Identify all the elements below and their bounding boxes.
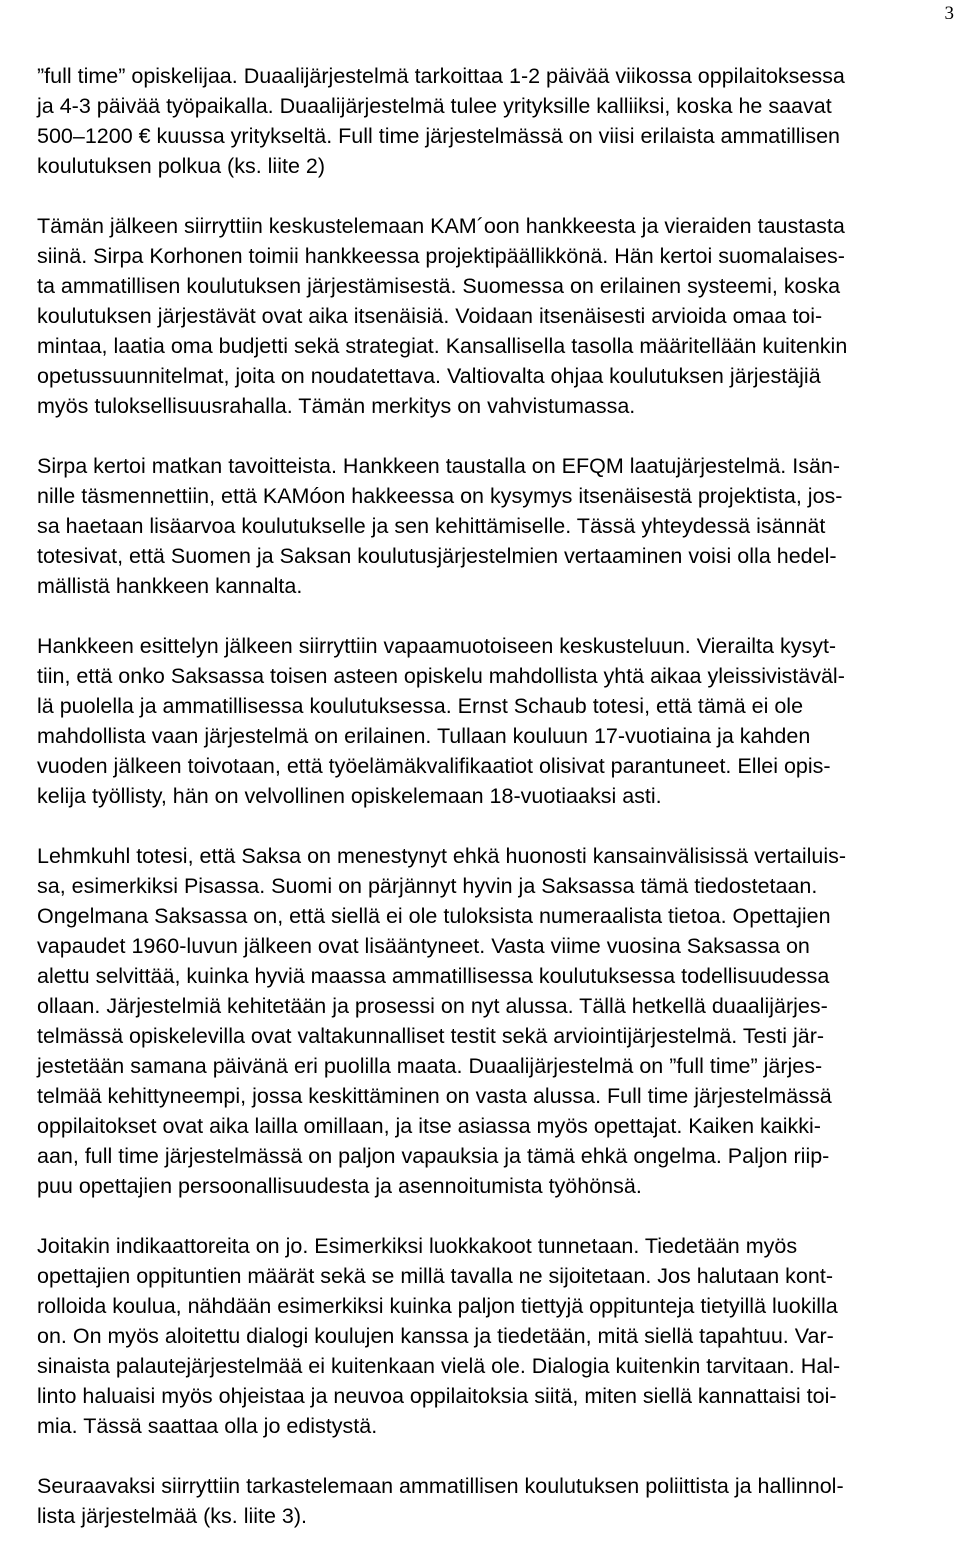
text-line: totesivat, että Suomen ja Saksan koulutusjärjestelmien vertaaminen voisi olla hedel- — [37, 544, 837, 568]
text-line: tiin, että onko Saksassa toisen asteen opiskelu mahdollista yhtä aikaa yleissivistäväl- — [37, 664, 845, 688]
text-line: ja 4-3 päivää työpaikalla. Duaalijärjestelmä tulee yrityksille kalliiksi, koska he saavat — [37, 94, 832, 118]
text-line: linto haluaisi myös ohjeistaa ja neuvoa oppilaitoksia siitä, miten siellä kannattaisi toi- — [37, 1384, 837, 1408]
text-line: ollaan. Järjestelmiä kehitetään ja prosessi on nyt alussa. Tällä hetkellä duaalijärjes- — [37, 994, 828, 1018]
text-line: myös tuloksellisuusrahalla. Tämän merkitys on vahvistumassa. — [37, 394, 636, 418]
text-line: vapaudet 1960-luvun jälkeen ovat lisääntyneet. Vasta viime vuosina Saksassa on — [37, 934, 810, 958]
text-line: telmässä opiskelevilla ovat valtakunnalliset testit sekä arviointijärjestelmä. Testi jär- — [37, 1024, 825, 1048]
text-line: aan, full time järjestelmässä on paljon vapauksia ja tämä ehkä ongelma. Paljon riip- — [37, 1144, 830, 1168]
paragraph-free-discussion — [37, 631, 957, 811]
text-line: koulutuksen polkua (ks. liite 2) — [37, 154, 326, 178]
text-line: sinaista palautejärjestelmää ei kuitenkaan vielä ole. Dialogia kuitenkin tarvitaan. Hal- — [37, 1354, 841, 1378]
text-line: Hankkeen esittelyn jälkeen siirryttiin vapaamuotoiseen keskusteluun. Vierailta kysyt- — [37, 634, 837, 658]
text-line: sa haetaan lisäarvoa koulutukselle ja sen kehittämiselle. Tässä yhteydessä isännät — [37, 514, 826, 538]
text-line: ”full time” opiskelijaa. Duaalijärjestelmä tarkoittaa 1-2 päivää viikossa oppilaitoksessa — [37, 64, 845, 88]
text-line: mällistä hankkeen kannalta. — [37, 574, 303, 598]
text-line: siinä. Sirpa Korhonen toimii hankkeessa projektipäällikkönä. Hän kertoi suomalaises- — [37, 244, 845, 268]
paragraph-next-topic — [37, 1471, 957, 1531]
text-line: Sirpa kertoi matkan tavoitteista. Hankkeen taustalla on EFQM laatujärjestelmä. Isän- — [37, 454, 841, 478]
text-line: lista järjestelmää (ks. liite 3). — [37, 1504, 308, 1528]
text-line: koulutuksen järjestävät ovat aika itsenäisiä. Voidaan itsenäisesti arvioida omaa toi- — [37, 304, 823, 328]
text-line: 500–1200 € kuussa yritykseltä. Full time järjestelmässä on viisi erilaista ammatillisen — [37, 124, 840, 148]
document-body — [37, 61, 957, 1561]
text-line: lä puolella ja ammatillisessa koulutuksessa. Ernst Schaub totesi, että tämä ei ole — [37, 694, 804, 718]
text-line: rolloida koulua, nähdään esimerkiksi kuinka paljon tiettyjä oppitunteja tietyillä luokilla — [37, 1294, 838, 1318]
text-line: mintaa, laatia oma budjetti sekä strategiat. Kansallisella tasolla määritellään kuitenkin — [37, 334, 848, 358]
text-line: Ongelmana Saksassa on, että siellä ei ole tuloksista numeraalista tietoa. Opettajien — [37, 904, 831, 928]
paragraph-kam-project — [37, 211, 957, 421]
text-line: puu opettajien persoonallisuudesta ja asennoitumista työhönsä. — [37, 1174, 642, 1198]
text-line: Seuraavaksi siirryttiin tarkastelemaan ammatillisen koulutuksen poliittista ja hallinnol- — [37, 1474, 844, 1498]
text-line: mahdollista vaan järjestelmä on erilainen. Tullaan kouluun 17-vuotiaina ja kahden — [37, 724, 811, 748]
text-line: sa, esimerkiksi Pisassa. Suomi on pärjännyt hyvin ja Saksassa tämä tiedostetaan. — [37, 874, 818, 898]
paragraph-indicators — [37, 1231, 957, 1441]
text-line: telmää kehittyneempi, jossa keskittäminen on vasta alussa. Full time järjestelmässä — [37, 1084, 832, 1108]
text-line: mia. Tässä saattaa olla jo edistystä. — [37, 1414, 378, 1438]
text-line: alettu selvittää, kuinka hyviä maassa ammatillisessa koulutuksessa todellisuudessa — [37, 964, 830, 988]
page-number: 3 — [944, 3, 954, 24]
text-line: jestetään samana päivänä eri puolilla maata. Duaalijärjestelmä on ”full time” järjes- — [37, 1054, 823, 1078]
text-line: opettajien oppituntien määrät sekä se millä tavalla ne sijoitetaan. Jos halutaan kont- — [37, 1264, 833, 1288]
text-line: vuoden jälkeen toivotaan, että työelämäkvalifikaatiot olisivat parantuneet. Ellei opis- — [37, 754, 831, 778]
text-line: Lehmkuhl totesi, että Saksa on menestynyt ehkä huonosti kansainvälisissä vertailuis- — [37, 844, 847, 868]
text-line: nille täsmennettiin, että KAMóon hakkeessa on kysymys itsenäisestä projektista, jos- — [37, 484, 843, 508]
text-line: Joitakin indikaattoreita on jo. Esimerkiksi luokkakoot tunnetaan. Tiedetään myös — [37, 1234, 798, 1258]
paragraph-trip-goals — [37, 451, 957, 601]
text-line: kelija työllisty, hän on velvollinen opiskelemaan 18-vuotiaaksi asti. — [37, 784, 662, 808]
text-line: ta ammatillisen koulutuksen järjestämisestä. Suomessa on erilainen systeemi, koska — [37, 274, 841, 298]
text-line: on. On myös aloitettu dialogi koulujen kanssa ja tiedetään, mitä siellä tapahtuu. Var- — [37, 1324, 834, 1348]
text-line: Tämän jälkeen siirryttiin keskustelemaan KAM´oon hankkeesta ja vieraiden taustasta — [37, 214, 845, 238]
paragraph-lehmkuhl — [37, 841, 957, 1201]
text-line: opetussuunnitelmat, joita on noudatettava. Valtiovalta ohjaa koulutuksen järjestäjiä — [37, 364, 821, 388]
text-line: oppilaitokset ovat aika lailla omillaan, ja itse asiassa myös opettajat. Kaiken kaikki- — [37, 1114, 821, 1138]
paragraph-dual-system — [37, 61, 957, 181]
